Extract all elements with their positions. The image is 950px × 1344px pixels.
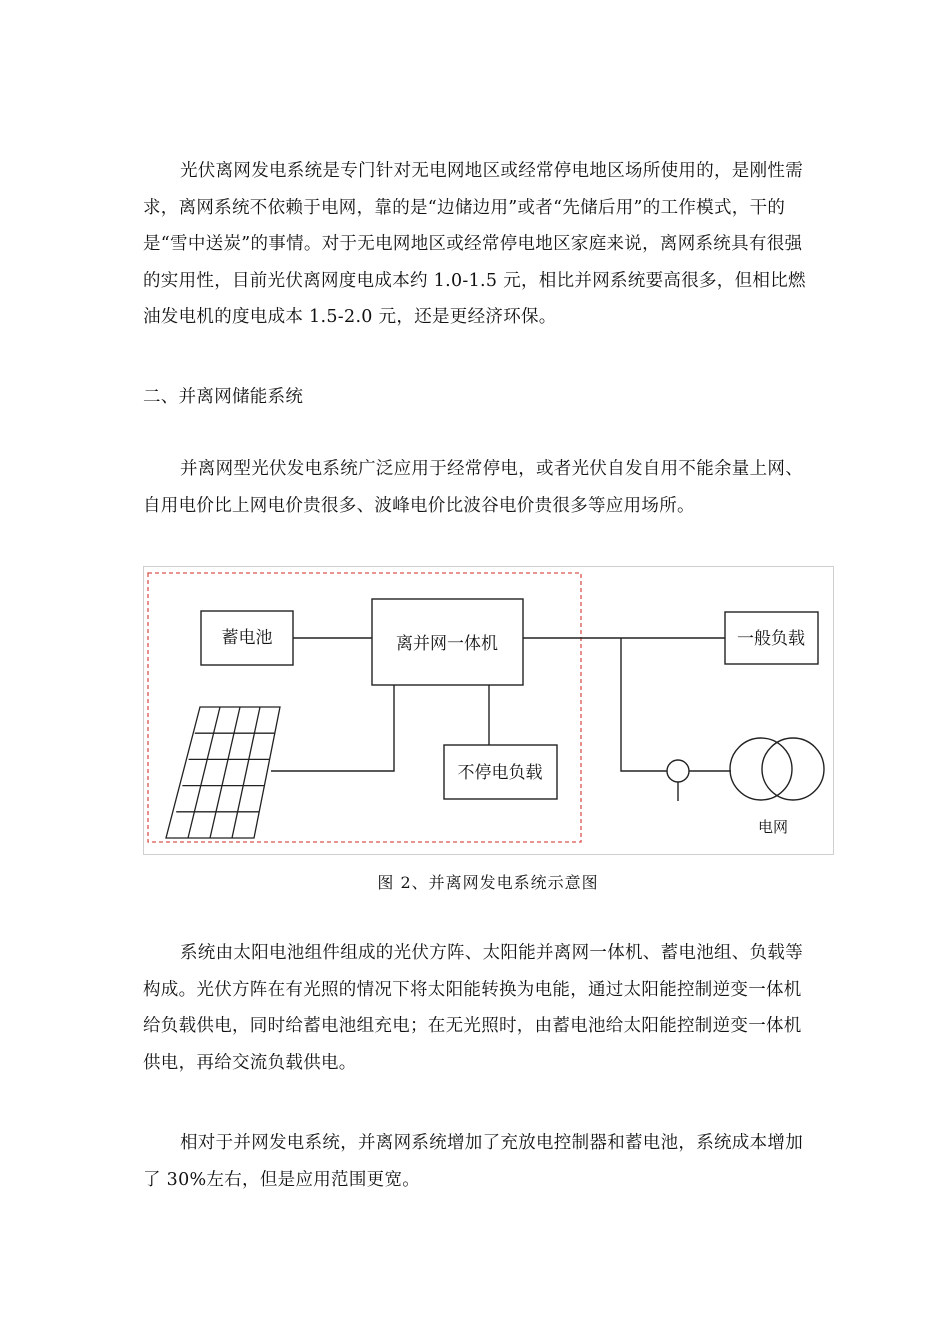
ups-load-label: 不停电负载 bbox=[457, 763, 543, 783]
section-heading: 二、并离网储能系统 bbox=[143, 387, 304, 407]
general-load-label: 一般负载 bbox=[737, 629, 805, 649]
system-diagram bbox=[143, 566, 834, 855]
figure-caption: 图 2、并离网发电系统示意图 bbox=[377, 873, 599, 892]
battery-label: 蓄电池 bbox=[221, 628, 273, 648]
paragraph-system-composition: 系统由太阳电池组件组成的光伏方阵、太阳能并离网一体机、蓄电池组、负载等构成。光伏方阵在有光照的情况下将太阳能转换为电能，通过太阳能控制逆变一体机给负载供电，同时给蓄电池组充电；在无光照时，由蓄电池给太阳能控制逆变一体机供电，再给交流负载供电。 bbox=[143, 943, 803, 1073]
meter-icon bbox=[667, 760, 689, 782]
paragraph-offgrid-intro: 光伏离网发电系统是专门针对无电网地区或经常停电地区场所使用的，是刚性需求，离网系统不依赖于电网，靠的是“边储边用”或者“先储后用”的工作模式，干的是“雪中送炭”的事情。对于无电网地区或经常停电地区家庭来说，离网系统具有很强的实用性，目前光伏离网度电成本约 1.0-1.5 元，相比并网系统要高很多，但相比燃油发电机的度电成本 1.5-2.0 元，还是更经济环保。 bbox=[143, 161, 806, 327]
inverter-label: 离并网一体机 bbox=[396, 634, 498, 654]
paragraph-cost-comparison: 相对于并网发电系统，并离网系统增加了充放电控制器和蓄电池，系统成本增加了 30%左右，但是应用范围更宽。 bbox=[143, 1133, 803, 1190]
paragraph-hybrid-intro: 并离网型光伏发电系统广泛应用于经常停电，或者光伏自发自用不能余量上网、自用电价比上网电价贵很多、波峰电价比波谷电价贵很多等应用场所。 bbox=[143, 459, 803, 516]
grid-label: 电网 bbox=[757, 818, 789, 836]
